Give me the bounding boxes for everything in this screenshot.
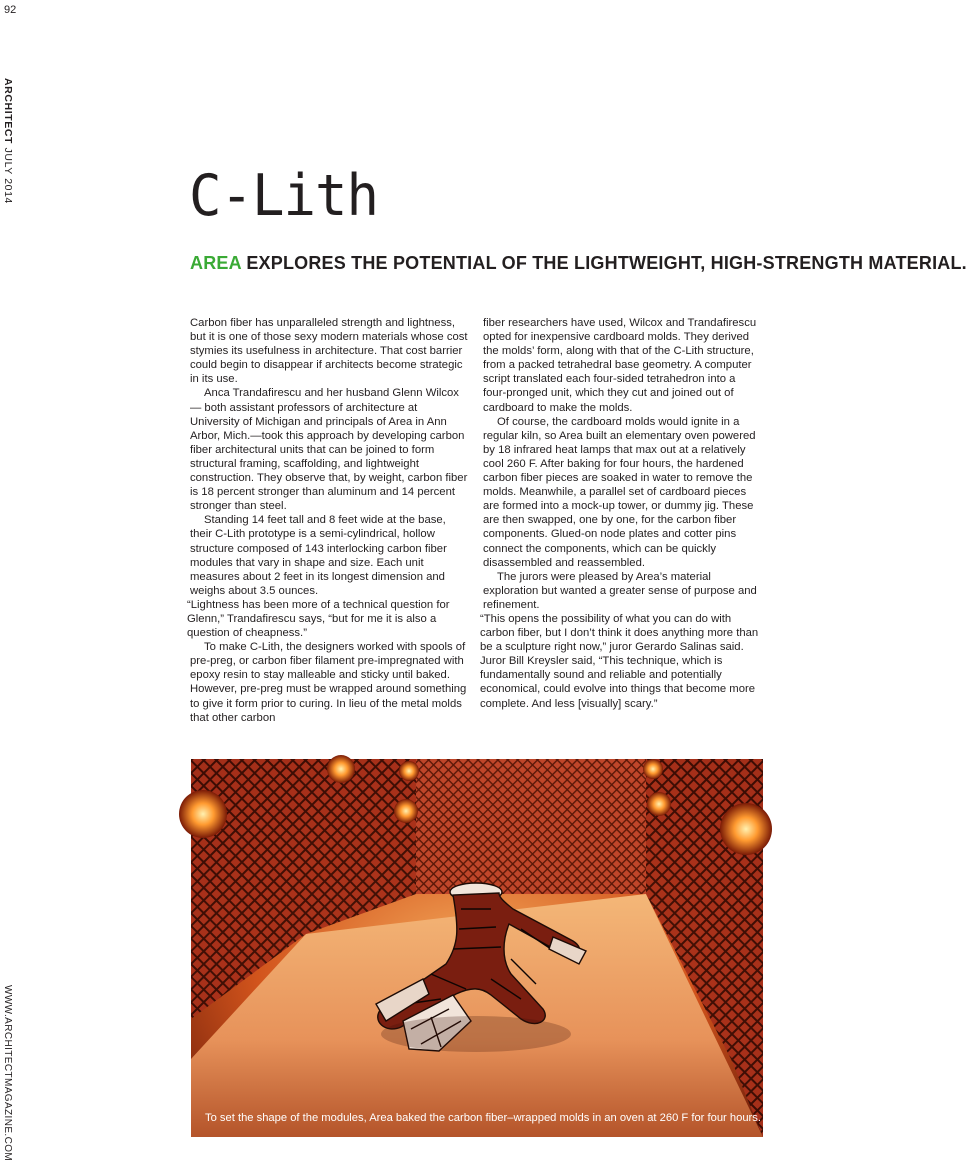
heat-lamp-icon: [647, 792, 671, 816]
oven-illustration: [191, 759, 763, 1137]
paragraph: “Lightness has been more of a technical question for Glenn,” Trandafirescu says, “but for me it is also a question of cheapness.”: [187, 598, 450, 640]
side-url: WWW.ARCHITECTMAGAZINE.COM: [2, 985, 13, 1161]
heat-lamp-icon: [327, 755, 355, 783]
heat-lamp-icon: [394, 799, 418, 823]
masthead-brand: ARCHITECT: [2, 78, 14, 145]
oven-photo: [191, 759, 763, 1137]
subtitle-accent: AREA: [190, 253, 242, 273]
back-wall-mesh: [416, 759, 646, 894]
paragraph: To make C-Lith, the designers worked with spools of pre-preg, or carbon fiber filament pre-impregnated with epoxy resin to stay malleable and sticky until baked. However, pre-preg must be wrapped around something to give it form prior to curing. In lieu of the metal molds that other carbon: [190, 641, 467, 724]
paragraph: Standing 14 feet tall and 8 feet wide at the base, their C-Lith prototype is a semi-cylindrical, hollow structure composed of 143 interlocking carbon fiber modules that vary in shape and size. Each unit measures about 2 feet in its longest dimension and weighs about 3.5 ounces.: [190, 514, 447, 597]
paragraph: fiber researchers have used, Wilcox and Trandafirescu opted for inexpensive cardboard molds. They derived the molds’ form, along with that of the C-Lith structure, from a packed tetrahedral base geometry. A computer script translated each four-sided tetrahedron into a four-pronged unit, which they cut and joined out of cardboard to make the molds.: [483, 317, 757, 414]
heat-lamp-icon: [720, 803, 772, 855]
heat-lamp-icon: [399, 761, 419, 781]
side-masthead: [2, 78, 14, 204]
body-column-left: [187, 316, 468, 725]
heat-lamp-icon: [643, 759, 663, 779]
paragraph: Carbon fiber has unparalleled strength and lightness, but it is one of those sexy modern materials whose cost stymies its usefulness in architecture. That cost barrier could begin to disappear if architects become strategic in its use.: [190, 317, 468, 386]
body-column-right: [480, 316, 761, 711]
subtitle-text: EXPLORES THE POTENTIAL OF THE LIGHTWEIGHT, HIGH-STRENGTH MATERIAL.: [241, 253, 967, 273]
paragraph: Of course, the cardboard molds would ignite in a regular kiln, so Area built an elementary oven powered by 18 infrared heat lamps that max out at a relatively cool 260 F. After baking for four hours, the hardened carbon fiber pieces are soaked in water to remove the molds. Meanwhile, a parallel set of cardboard pieces are formed into a mock-up tower, or dummy jig. These are then swapped, one by one, for the carbon fiber components. Glued-on node plates and cotter pins connect the components, which can be quickly disassembled and reassembled.: [483, 415, 756, 569]
paragraph: “This opens the possibility of what you can do with carbon fiber, but I don’t think it does anything more than be a sculpture right now,” juror Gerardo Salinas said. Juror Bill Kreysler said, “This technique, which is fundamentally sound and reliable and potentially economical, could evolve into things that become more complete. And less [visually] scary.”: [480, 612, 759, 710]
masthead-issue: JULY 2014: [2, 144, 14, 204]
paragraph: Anca Trandafirescu and her husband Glenn Wilcox— both assistant professors of architecture at University of Michigan and principals of Area in Ann Arbor, Mich.—took this approach by developing carbon fiber architectural units that can be joined to form structural framing, scaffolding, and lightweight construction. They observe that, by weight, carbon fiber is 18 percent stronger than aluminum and 14 percent stronger than steel.: [190, 387, 468, 513]
paragraph: The jurors were pleased by Area’s material exploration but wanted a greater sense of purpose and refinement.: [483, 570, 757, 611]
article-title: C-Lith: [189, 162, 379, 229]
heat-lamp-icon: [179, 790, 227, 838]
article-subtitle: [190, 253, 967, 274]
page-number: 92: [4, 4, 17, 16]
photo-caption: To set the shape of the modules, Area baked the carbon fiber–wrapped molds in an oven at 260 F for four hours.: [205, 1112, 761, 1124]
